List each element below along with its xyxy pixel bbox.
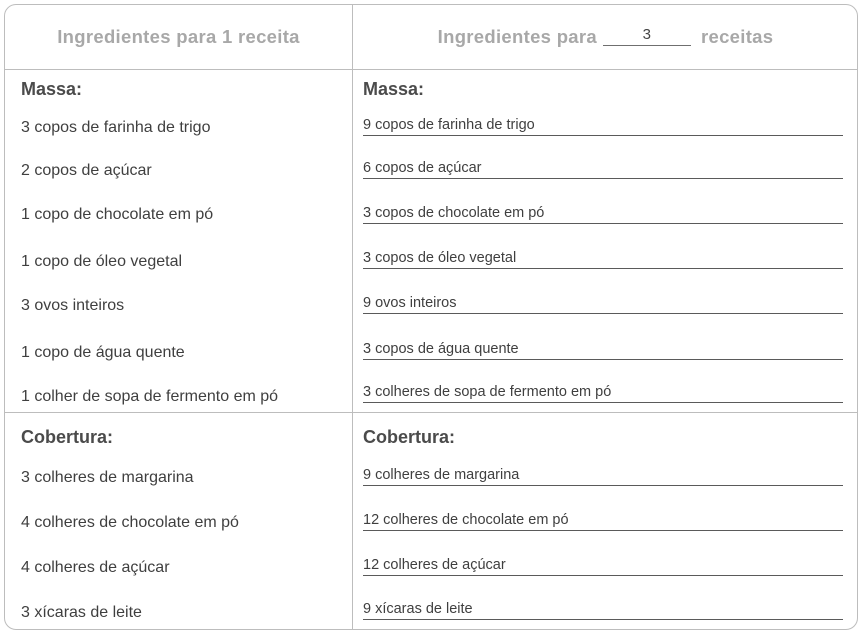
- list-item: 1 copo de chocolate em pó: [21, 206, 214, 223]
- right-header: [352, 5, 859, 69]
- cobertura-label-right: Cobertura:: [363, 427, 456, 447]
- answer-line: 3 colheres de sopa de fermento em pó: [363, 384, 843, 403]
- left-header-title: Ingredientes para 1 receita: [57, 26, 300, 47]
- recipe-table: [4, 4, 858, 630]
- massa-label-right: Massa:: [363, 79, 425, 99]
- list-item: 3 copos de farinha de trigo: [21, 119, 211, 136]
- recipe-count: 3: [642, 25, 652, 43]
- list-item: 1 colher de sopa de fermento em pó: [21, 388, 279, 405]
- list-item: 4 colheres de chocolate em pó: [21, 514, 239, 531]
- recipe-count-blank: [603, 23, 691, 46]
- left-header: [5, 5, 352, 69]
- list-item: 3 colheres de margarina: [21, 469, 194, 486]
- answer-line: 3 copos de água quente: [363, 341, 843, 360]
- answer-line: 6 copos de açúcar: [363, 160, 843, 179]
- answer-line: 12 colheres de açúcar: [363, 557, 843, 576]
- massa-label-left: Massa:: [21, 79, 83, 99]
- section-divider: [5, 412, 857, 413]
- list-item: 3 ovos inteiros: [21, 297, 125, 314]
- list-item: 4 colheres de açúcar: [21, 559, 170, 576]
- answer-line: 9 colheres de margarina: [363, 467, 843, 486]
- answer-line: 12 colheres de chocolate em pó: [363, 512, 843, 531]
- answer-line: 9 xícaras de leite: [363, 601, 843, 620]
- answer-line: 3 copos de chocolate em pó: [363, 205, 843, 224]
- answer-line: 9 ovos inteiros: [363, 295, 843, 314]
- right-header-prefix: Ingredientes para: [437, 26, 597, 47]
- answer-line: 9 copos de farinha de trigo: [363, 117, 843, 136]
- list-item: 2 copos de açúcar: [21, 162, 152, 179]
- answer-line: 3 copos de óleo vegetal: [363, 250, 843, 269]
- list-item: 3 xícaras de leite: [21, 604, 142, 621]
- cobertura-label-left: Cobertura:: [21, 427, 114, 447]
- list-item: 1 copo de óleo vegetal: [21, 253, 183, 270]
- right-header-suffix: receitas: [700, 26, 774, 47]
- header-divider: [5, 69, 857, 70]
- column-divider: [352, 5, 353, 629]
- list-item: 1 copo de água quente: [21, 344, 185, 361]
